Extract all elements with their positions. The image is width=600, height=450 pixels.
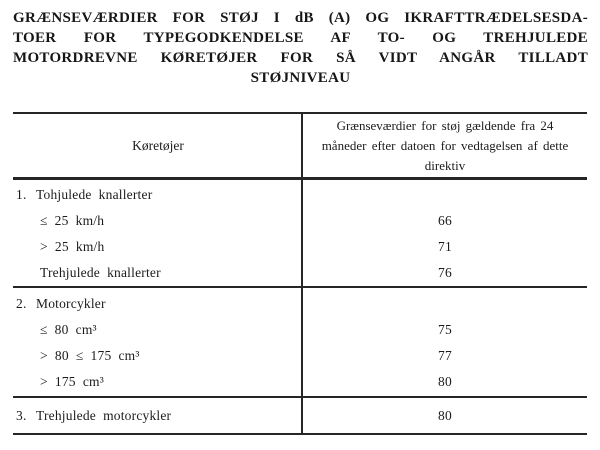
section-label — [13, 182, 303, 208]
table-row — [13, 369, 587, 395]
table-header-row — [13, 114, 587, 180]
table-row — [13, 317, 587, 343]
section-title: Motorcykler — [36, 296, 106, 311]
row-value: 80 — [437, 374, 453, 389]
table-row — [13, 182, 587, 208]
row-label: > 175 cm³ — [40, 374, 104, 389]
section-value: 80 — [437, 407, 453, 423]
title-line-1: GRÆNSEVÆRDIER FOR STØJ I dB (A) OG IKRAFTTRÆDELSESDA- — [13, 10, 588, 26]
page-title — [13, 8, 588, 88]
section-number: 3. — [16, 407, 27, 423]
section-number: 1. — [16, 187, 27, 202]
row-label: Trehjulede knallerter — [40, 265, 161, 280]
section-title: Trehjulede motorcykler — [36, 407, 172, 423]
row-label: ≤ 25 km/h — [40, 213, 105, 228]
table-row — [13, 208, 587, 234]
section-label — [13, 403, 303, 429]
noise-limits-table — [13, 112, 587, 435]
column-divider — [301, 114, 303, 433]
row-value: 66 — [437, 213, 453, 228]
row-value: 75 — [437, 322, 453, 337]
section-value — [303, 291, 587, 317]
row-value: 77 — [437, 348, 453, 363]
table-row — [13, 343, 587, 369]
title-line-3: MOTORDREVNE KØRETØJER FOR SÅ VIDT ANGÅR TILLADT — [13, 50, 588, 66]
column-header-vehicles: Køretøjer — [132, 137, 184, 153]
row-label: > 25 km/h — [40, 239, 105, 254]
table-section-motorcycles — [13, 288, 587, 398]
row-value: 76 — [437, 265, 453, 280]
section-label — [13, 291, 303, 317]
table-row — [13, 234, 587, 260]
row-value: 71 — [437, 239, 453, 254]
row-label: > 80 ≤ 175 cm³ — [40, 348, 140, 363]
section-value — [303, 182, 587, 208]
section-title: Tohjulede knallerter — [36, 187, 153, 202]
table-row — [13, 291, 587, 317]
table-section-mopeds — [13, 180, 587, 288]
section-number: 2. — [16, 296, 27, 311]
table-section-tricycles — [13, 398, 587, 433]
table-row — [13, 260, 587, 286]
title-line-4: STØJNIVEAU — [250, 70, 351, 86]
title-line-2: TOER FOR TYPEGODKENDELSE AF TO- OG TREHJULEDE — [13, 30, 588, 46]
table-row — [13, 403, 587, 429]
row-label: ≤ 80 cm³ — [40, 322, 97, 337]
column-header-limit-values: Grænseværdier for støj gældende fra 24 måneder efter datoen for vedtagelsen af dette direktiv — [321, 117, 569, 173]
